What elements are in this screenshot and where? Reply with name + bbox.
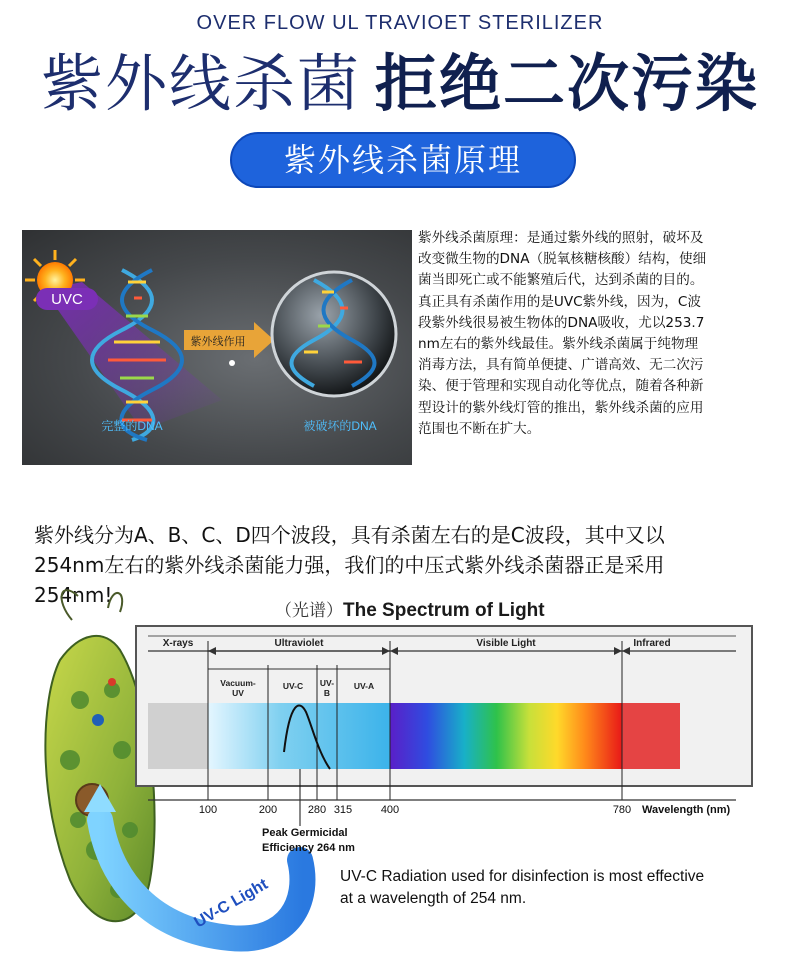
sub-band-uva: UV-A [353,681,375,691]
description-line: nm左右的紫外线最佳。紫外线杀菌属于纯物理 [418,336,699,353]
description-line: 型设计的紫外线灯管的推出，紫外线杀菌的应用 [418,399,704,416]
description-line: 菌当即死亡或不能繁殖后代，达到杀菌的目的。 [418,272,704,289]
caption-line2: at a wavelength of 254 nm. [340,890,527,907]
description-line: 范围也不断在扩大。 [418,420,541,437]
intro-line: 254nm左右的紫外线杀菌能力强，我们的中压式紫外线杀菌器正是采用 [34,553,665,577]
band-label-xrays: X-rays [162,638,194,649]
damaged-dna-label: 被破坏的DNA [303,419,377,433]
description-line: 消毒方法，具有简单便捷、广谱高效、无二次污 [418,357,704,374]
arrow-label: 紫外线作用 [190,336,246,348]
tick-200: 200 [258,804,278,816]
description-line: 真正具有杀菌作用的是UVC紫外线，因为，C波 [418,293,701,310]
uv-c-arrow-label: UV-C Light [191,875,271,932]
sub-band-uvb: UV- B [319,678,335,698]
band-label-infrared: Infrared [633,638,671,649]
tick-315: 315 [333,804,353,816]
band-label-visible: Visible Light [476,638,536,649]
band-label-ultraviolet: Ultraviolet [274,638,324,649]
title-part-1: 紫外线杀菌 [40,47,361,120]
description-line: 段紫外线很易被生物体的DNA吸收，尤以253.7 [418,314,705,331]
peak-label-line1: Peak Germicidal [262,827,348,839]
peak-label [262,826,355,856]
axis-label: Wavelength (nm) [642,804,731,816]
section-pill: 紫外线杀菌原理 [230,132,576,188]
description-line: 改变微生物的DNA（脱氧核糖核酸）结构，使细 [418,251,707,268]
tick-400: 400 [380,804,400,816]
tick-780: 780 [612,804,632,816]
peak-label-line2: Efficiency 264 nm [262,842,355,854]
spectrum-title-cn: （光谱） [275,601,343,621]
uvc-badge: UVC [51,291,83,308]
intact-dna-label: 完整的DNA [101,419,163,433]
description-line: 染、便于管理和实现自动化等优点，随着各种新 [418,378,704,395]
sub-band-uvc: UV-C [282,681,304,691]
english-subtitle: OVER FLOW UL TRAVIOET STERILIZER [196,12,604,34]
spectrum-caption [340,866,704,910]
tick-280: 280 [307,804,327,816]
description-line: 紫外线杀菌原理：是通过紫外线的照射，破坏及 [418,230,704,246]
title-part-2: 拒绝二次污染 [375,47,760,120]
spectrum-title-en: The Spectrum of Light [343,600,545,621]
caption-line1: UV-C Radiation used for disinfection is most effective [340,868,705,885]
sub-band-vacuum-uv: Vacuum- UV [220,678,256,698]
tick-100: 100 [198,804,218,816]
intro-line: 254nm! [34,583,113,607]
intro-line: 紫外线分为A、B、C、D四个波段，具有杀菌左右的是C波段，其中又以 [34,523,665,547]
